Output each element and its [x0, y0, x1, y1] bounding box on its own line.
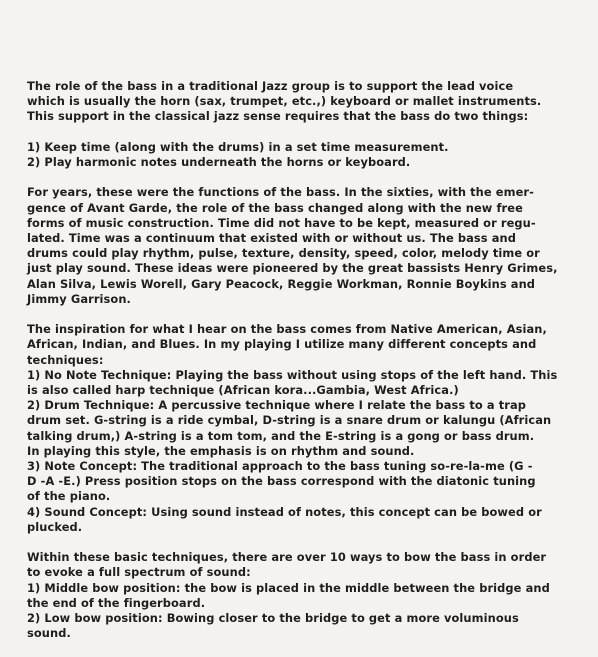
- text-line: plucked.: [27, 519, 83, 534]
- text-line: just play sound. These ideas were pioneered by the great bassists Henry Grimes,: [27, 261, 558, 276]
- text-line: The role of the bass in a traditional Jazz group is to support the lead voice: [27, 79, 514, 93]
- text-line: For years, these were the functions of the bass. In the sixties, with the emer-: [27, 185, 534, 200]
- text-line: is also called harp technique (African kora...Gambia, West Africa.): [27, 383, 459, 398]
- paragraph-bass-role: [27, 79, 567, 125]
- text-line: to evoke a full spectrum of sound:: [27, 565, 251, 580]
- text-line: 1) No Note Technique: Playing the bass without using stops of the left hand. This: [27, 367, 558, 382]
- text-line: Within these basic techniques, there are over 10 ways to bow the bass in order: [27, 550, 547, 565]
- paragraph-two-things: [27, 140, 567, 170]
- text-line: lated. Time was a continuum that existed with or without us. The bass and: [27, 231, 516, 245]
- text-line: D -A -E.) Press position stops on the bass correspond with the diatonic tuning: [27, 474, 536, 489]
- text-line: 2) Drum Technique: A percussive technique where I relate the bass to a trap: [27, 398, 527, 413]
- text-line: African, Indian, and Blues. In my playing I utilize many different concepts and: [27, 337, 537, 352]
- text-line: 2) Low bow position: Bowing closer to the bridge to get a more voluminous: [27, 611, 519, 626]
- text-line: 2) Play harmonic notes underneath the horns or keyboard.: [27, 155, 411, 169]
- text-line: sound.: [27, 626, 71, 641]
- text-line: gence of Avant Garde, the role of the bass changed along with the new free: [27, 200, 523, 215]
- text-line: Alan Silva, Lewis Worell, Gary Peacock, Reggie Workman, Ronnie Boykins and: [27, 276, 536, 291]
- body-text: [27, 79, 567, 657]
- paragraph-bowing: [27, 550, 567, 641]
- text-line: The inspiration for what I hear on the bass comes from Native American, Asian,: [27, 322, 547, 337]
- text-line: techniques:: [27, 352, 104, 367]
- text-line: 3) Note Concept: The traditional approach to the bass tuning so-re-la-me (G -: [27, 459, 533, 474]
- text-line: talking drum,) A-string is a tom tom, and the E-string is a gong or bass drum.: [27, 428, 535, 443]
- paragraph-inspiration: [27, 322, 567, 535]
- text-line: 1) Keep time (along with the drums) in a set time measurement.: [27, 139, 449, 154]
- text-line: drums could play rhythm, pulse, texture, density, speed, color, melody time or: [27, 246, 540, 261]
- text-line: 1) Middle bow position: the bow is placed in the middle between the bridge and: [27, 580, 550, 595]
- text-line: of the piano.: [27, 489, 111, 504]
- text-line: which is usually the horn (sax, trumpet, etc.,) keyboard or mallet instruments.: [27, 94, 542, 109]
- text-line: drum set. G-string is a ride cymbal, D-string is a snare drum or kalungu (African: [27, 413, 552, 428]
- paragraph-sixties: [27, 185, 567, 307]
- text-line: Jimmy Garrison.: [27, 291, 131, 306]
- text-line: This support in the classical jazz sense requires that the bass do two things:: [27, 109, 529, 124]
- text-line: the end of the fingerboard.: [27, 595, 206, 610]
- text-line: In playing this style, the emphasis is on rhythm and sound.: [27, 443, 415, 458]
- text-line: 4) Sound Concept: Using sound instead of notes, this concept can be bowed or: [27, 504, 542, 519]
- text-line: forms of music construction. Time did not have to be kept, measured or regu-: [27, 215, 536, 230]
